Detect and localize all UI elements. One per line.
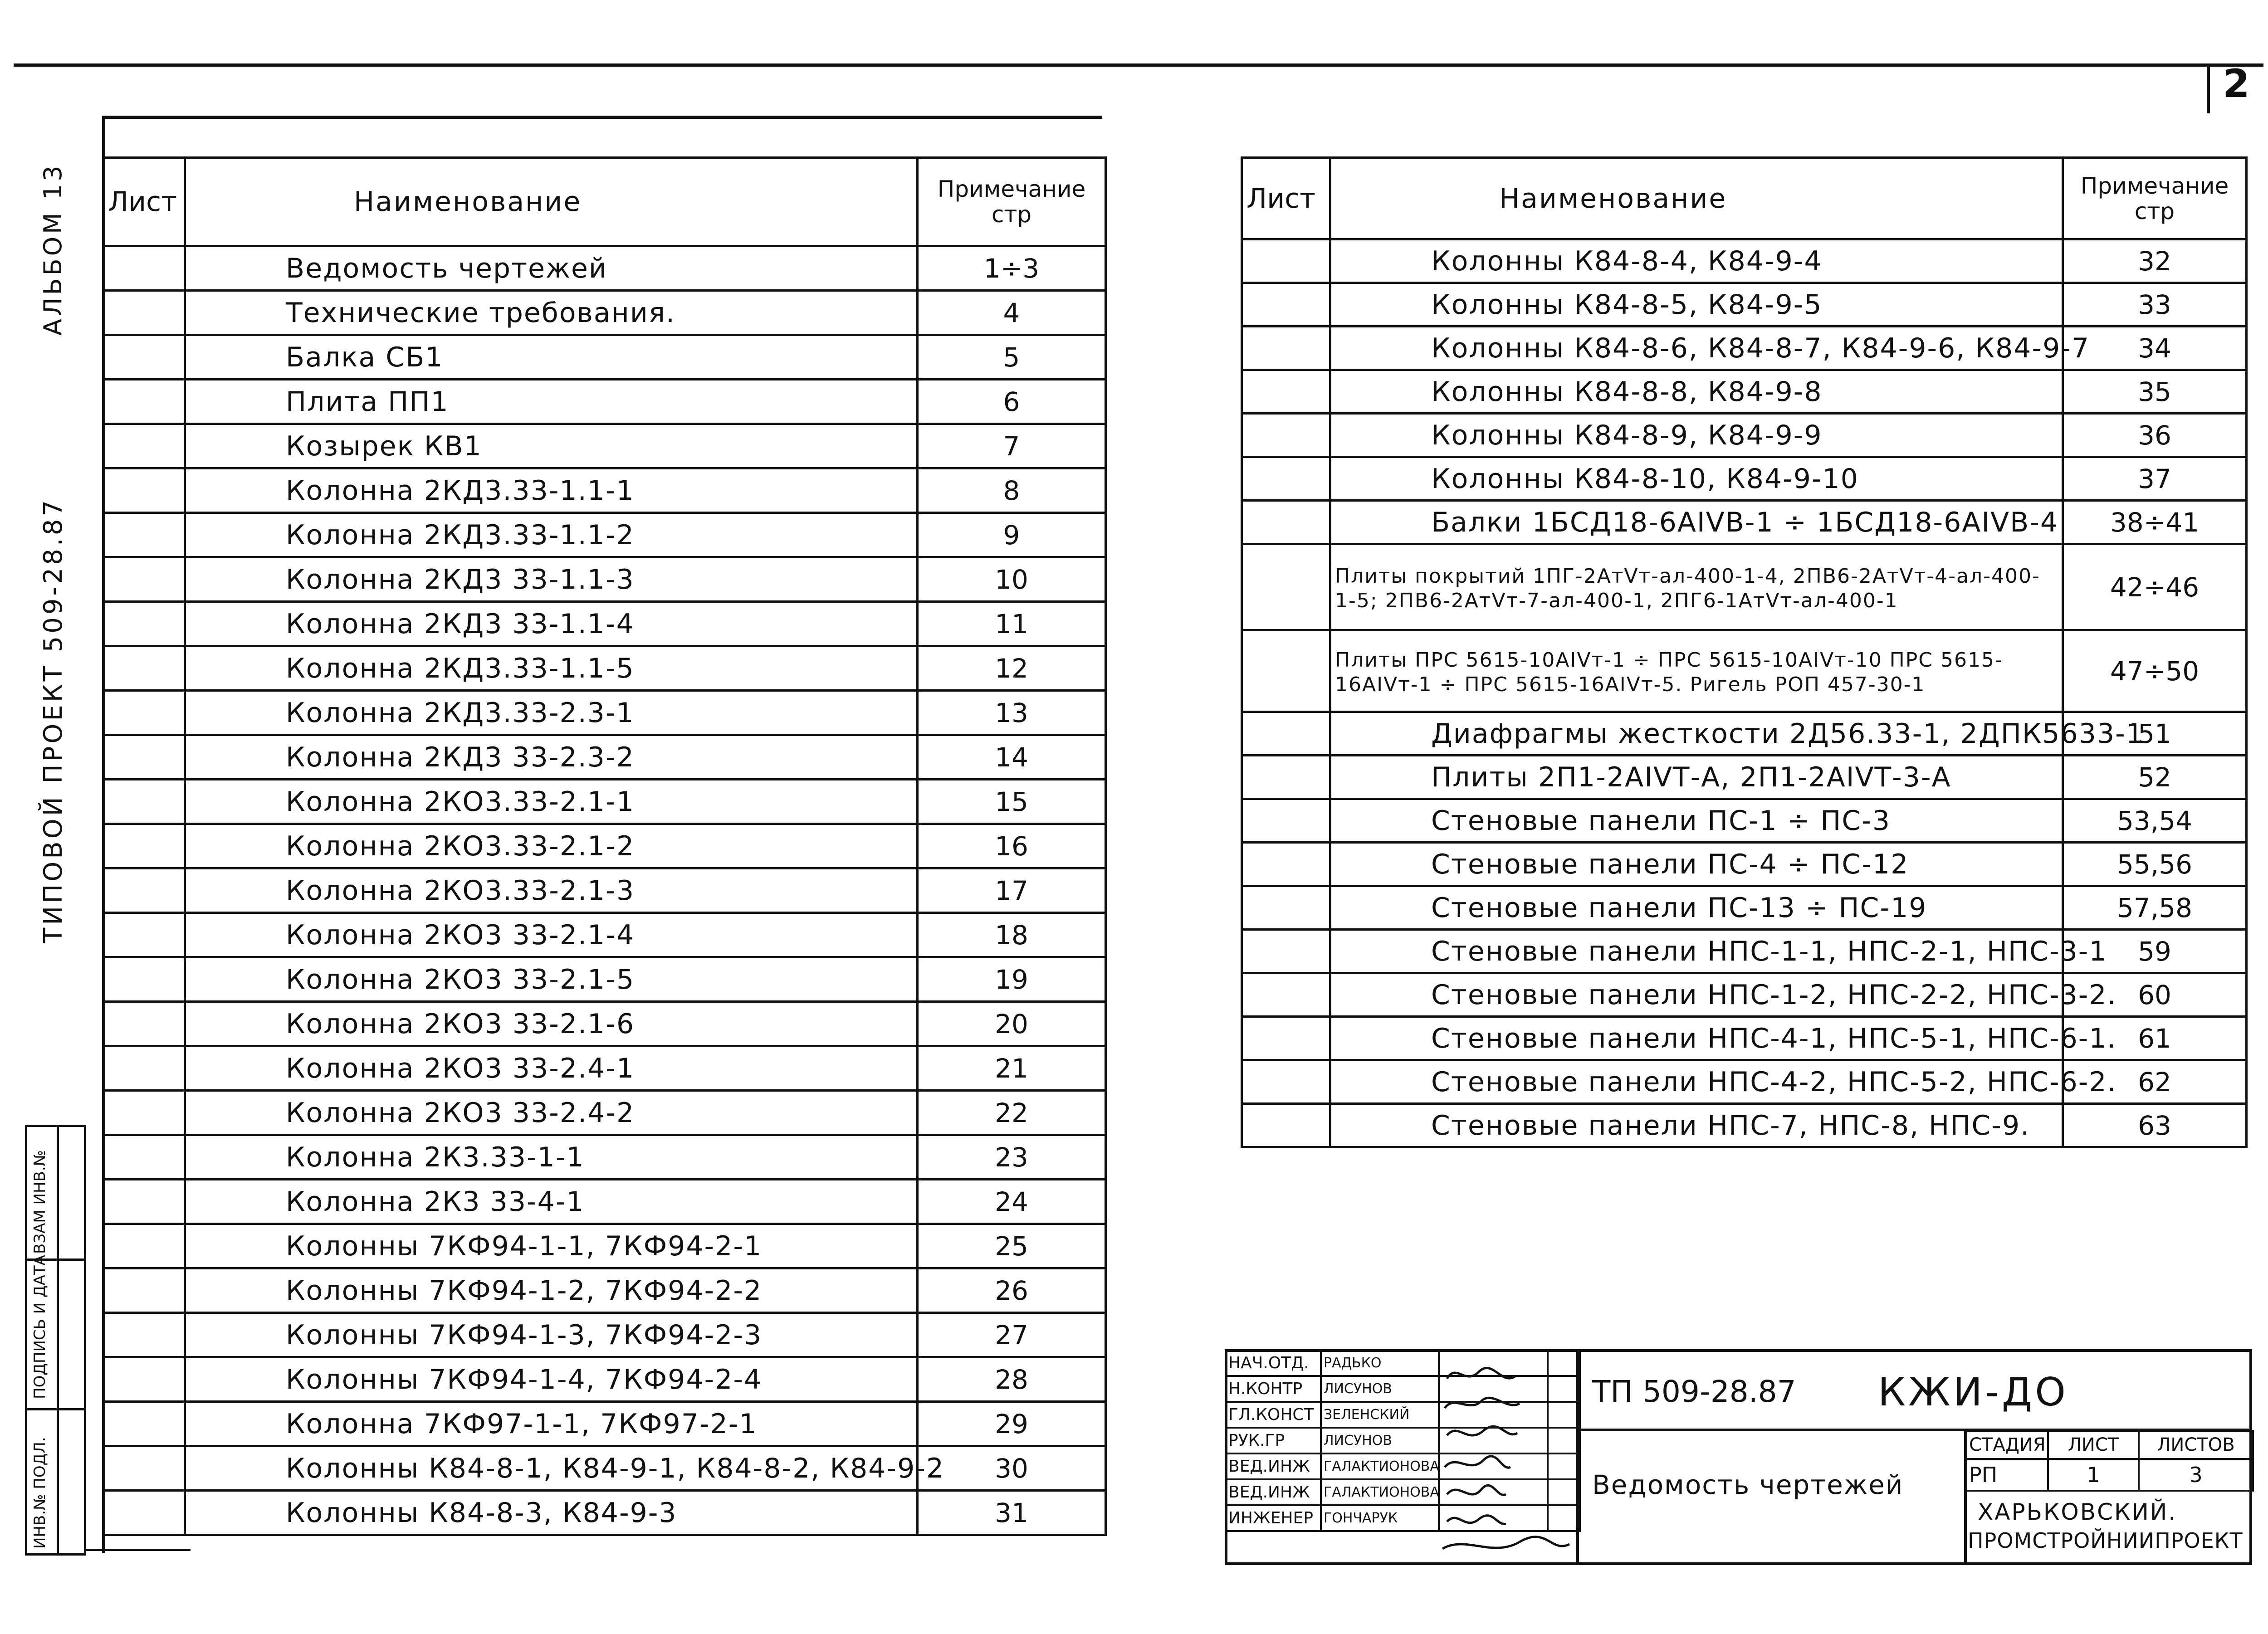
sheet-cell [103,1180,185,1224]
sheet-cell [1242,973,1330,1017]
left-row [103,1180,1106,1224]
page-reference: 17 [918,868,1106,913]
drawing-name: Колонна 2КО3 33-2.1-6 [185,1002,918,1046]
person-name: РАДЬКО [1321,1350,1439,1376]
sheet-cell [1242,544,1330,630]
right-row [1242,327,2247,370]
document-title: Ведомость чертежей [1592,1469,1904,1500]
drawing-name: Стеновые панели ПС-1 ÷ ПС-3 [1330,799,2063,843]
person-name: ЛИСУНОВ [1321,1428,1439,1454]
drawing-name: Колонны К84-8-3, К84-9-3 [185,1491,918,1535]
role-label: ВЕД.ИНЖ [1226,1454,1321,1479]
right-row [1242,843,2247,886]
page-reference: 51 [2063,712,2247,756]
page-reference: 33 [2063,283,2247,327]
header-sheet-right: Лист [1242,158,1330,239]
sheet-value: 1 [2048,1459,2139,1491]
page-reference: 60 [2063,973,2247,1017]
page-reference: 31 [918,1491,1106,1535]
role-label: Н.КОНТР [1226,1376,1321,1402]
sheet-cell [103,246,185,291]
project-label: ТИПОВОЙ ПРОЕКТ 509-28.87 [39,498,68,943]
drawing-name: Колонна 2КО3 33-2.4-2 [185,1091,918,1135]
sheet-cell [103,957,185,1002]
stage-label: СТАДИЯ [1966,1431,2048,1459]
drawing-name: Колонна 2К3 33-4-1 [185,1180,918,1224]
left-row [103,1402,1106,1446]
sheet-cell [103,1135,185,1180]
drawing-name: Колонны 7КФ94-1-4, 7КФ94-2-4 [185,1357,918,1402]
page-reference: 1÷3 [918,246,1106,291]
page-reference: 63 [2063,1104,2247,1147]
side-stamp-replace-label: ВЗАМ ИНВ.№ [31,1150,49,1254]
sheets-value: 3 [2139,1459,2253,1491]
left-row [103,513,1106,557]
drawing-name: Колонны К84-8-10, К84-9-10 [1330,457,2063,501]
page-reference: 34 [2063,327,2247,370]
sheet-cell [103,468,185,513]
drawing-name: Стеновые панели НПС-4-2, НПС-5-2, НПС-6-2. [1330,1060,2063,1104]
drawing-name: Колонна 2КД3 33-1.1-3 [185,557,918,602]
left-row [103,246,1106,291]
drawing-name: Колонна 2КД3 33-1.1-4 [185,602,918,646]
sheet-cell [103,1091,185,1135]
sheet-cell [1242,370,1330,414]
drawing-name: Колонны 7КФ94-1-2, 7КФ94-2-2 [185,1268,918,1313]
page-reference: 28 [918,1357,1106,1402]
left-row [103,824,1106,868]
page-reference: 13 [918,691,1106,735]
page-reference: 15 [918,780,1106,824]
left-row [103,291,1106,335]
left-row [103,646,1106,691]
sheet-cell [1242,630,1330,712]
drawing-name: Стеновые панели НПС-7, НПС-8, НПС-9. [1330,1104,2063,1147]
drawing-name: Технические требования. [185,291,918,335]
page-reference: 29 [918,1402,1106,1446]
sheet-cell [103,557,185,602]
sheet-cell [103,1357,185,1402]
left-row [103,691,1106,735]
page-reference: 55,56 [2063,843,2247,886]
sheet-cell [1242,1060,1330,1104]
sheet-cell [1242,1104,1330,1147]
sheet-cell [103,913,185,957]
sheet-cell [103,291,185,335]
left-drawing-list-table [102,156,1107,1536]
person-name: ЗЕЛЕНСКИЙ [1321,1402,1439,1428]
sheet-cell [103,602,185,646]
role-label: ВЕД.ИНЖ [1226,1479,1321,1505]
right-row [1242,973,2247,1017]
drawing-name: Колонны К84-8-9, К84-9-9 [1330,414,2063,457]
drawing-name: Колонна 2КО3 33-2.1-4 [185,913,918,957]
sheet-cell [1242,712,1330,756]
page-reference: 23 [918,1135,1106,1180]
sheet-cell [103,1446,185,1491]
left-row [103,1002,1106,1046]
right-row [1242,239,2247,283]
organization-line-1: ХАРЬКОВСКИЙ. [1978,1499,2177,1525]
page-reference: 59 [2063,930,2247,973]
sheet-cell [1242,327,1330,370]
person-name: ГАЛАКТИОНОВА [1321,1454,1439,1479]
title-block [1225,1349,2252,1565]
right-row [1242,1060,2247,1104]
drawing-name: Колонна 2КО3.33-2.1-3 [185,868,918,913]
right-row [1242,712,2247,756]
header-note-right: Примечание стр [2063,158,2247,239]
right-row [1242,1104,2247,1147]
page-reference: 12 [918,646,1106,691]
page-reference: 4 [918,291,1106,335]
sheet-cell [1242,501,1330,544]
page-reference: 5 [918,335,1106,380]
drawing-name: Козырек КВ1 [185,424,918,468]
page-reference: 57,58 [2063,886,2247,930]
sheet-cell [103,1313,185,1357]
header-sheet: Лист [103,158,185,246]
page-reference: 7 [918,424,1106,468]
page-reference: 11 [918,602,1106,646]
sheet-cell [103,513,185,557]
left-row [103,1491,1106,1535]
drawing-name: Стеновые панели НПС-1-1, НПС-2-1, НПС-3-1 [1330,930,2063,973]
side-stamp-sign-label: ПОДПИСЬ И ДАТА [31,1255,49,1399]
sheet-cell [103,780,185,824]
drawing-name: Плиты 2П1-2АIVТ-А, 2П1-2АIVТ-3-А [1330,756,2063,799]
page-reference: 53,54 [2063,799,2247,843]
drawing-name: Колонны К84-8-4, К84-9-4 [1330,239,2063,283]
person-name: ГОНЧАРУК [1321,1505,1439,1531]
sheet-cell [103,1491,185,1535]
left-row [103,1357,1106,1402]
page-number-divider [2207,63,2210,113]
role-label: НАЧ.ОТД. [1226,1350,1321,1376]
page-reference: 47÷50 [2063,630,2247,712]
sheet-cell [1242,756,1330,799]
drawing-name: Балка СБ1 [185,335,918,380]
drawing-name: Стеновые панели НПС-4-1, НПС-5-1, НПС-6-1. [1330,1017,2063,1060]
drawing-name: Колонна 2КД3 33-2.3-2 [185,735,918,780]
sheet-cell [103,1224,185,1268]
drawing-name: Колонна 2КО3 33-2.1-5 [185,957,918,1002]
header-name-right: Наименование [1330,158,2063,239]
left-row [103,424,1106,468]
person-name: ЛИСУНОВ [1321,1376,1439,1402]
sheet-cell [1242,414,1330,457]
page-reference: 18 [918,913,1106,957]
drawing-name: Колонны К84-8-1, К84-9-1, К84-8-2, К84-9-2 [185,1446,918,1491]
page-reference: 25 [918,1224,1106,1268]
top-border-line [14,63,2263,67]
page-reference: 8 [918,468,1106,513]
drawing-name: Колонны К84-8-6, К84-8-7, К84-9-6, К84-9-7 [1330,327,2063,370]
page-reference: 9 [918,513,1106,557]
signatures [1438,1358,1574,1558]
drawing-name: Колонна 7КФ97-1-1, 7КФ97-2-1 [185,1402,918,1446]
page-reference: 61 [2063,1017,2247,1060]
sheet-cell [103,1046,185,1091]
side-stamp-inv-label: ИНВ.№ ПОДЛ. [31,1437,49,1549]
drawing-name: Колонны К84-8-5, К84-9-5 [1330,283,2063,327]
stage-value: РП [1966,1459,2048,1491]
page-reference: 32 [2063,239,2247,283]
page-reference: 26 [918,1268,1106,1313]
drawing-name: Колонна 2КО3 33-2.4-1 [185,1046,918,1091]
sheet-cell [1242,283,1330,327]
page-reference: 24 [918,1180,1106,1224]
sheet-cell [103,380,185,424]
person-name: ГАЛАКТИОНОВА [1321,1479,1439,1505]
right-row [1242,457,2247,501]
drawing-name: Колонна 2КД3.33-1.1-5 [185,646,918,691]
left-row [103,1268,1106,1313]
right-row [1242,630,2247,712]
page-number: 2 [2223,61,2250,107]
role-label: ГЛ.КОНСТ [1226,1402,1321,1428]
right-row [1242,886,2247,930]
left-row [103,468,1106,513]
right-row [1242,756,2247,799]
left-row [103,1135,1106,1180]
sheet-label: ЛИСТ [2048,1431,2139,1459]
left-row [103,1446,1106,1491]
sheet-cell [103,1002,185,1046]
drawing-name: Диафрагмы жесткости 2Д56.33-1, 2ДПК5633-1 [1330,712,2063,756]
side-stamp [25,1125,86,1556]
sheet-cell [1242,457,1330,501]
left-row [103,1046,1106,1091]
drawing-name: Плита ПП1 [185,380,918,424]
right-row [1242,501,2247,544]
page-reference: 52 [2063,756,2247,799]
drawing-name: Плиты покрытий 1ПГ-2АтVт-ал-400-1-4, 2ПВ6-2АтVт-4-ал-400-1-5; 2ПВ6-2АтVт-7-ал-400-1, 2ПГ6-1АтVт-ал-400-1 [1330,544,2063,630]
sheet-cell [103,424,185,468]
left-row [103,1224,1106,1268]
page-reference: 22 [918,1091,1106,1135]
sheet-cell [103,1268,185,1313]
sheet-cell [103,1402,185,1446]
page-reference: 6 [918,380,1106,424]
left-frame-bottom [86,1549,191,1551]
header-name: Наименование [185,158,918,246]
left-row [103,380,1106,424]
left-row [103,335,1106,380]
page-reference: 42÷46 [2063,544,2247,630]
document-code: КЖИ-ДО [1878,1370,2068,1415]
page-reference: 38÷41 [2063,501,2247,544]
drawing-name: Колонна 2КО3.33-2.1-2 [185,824,918,868]
sheet-cell [1242,1017,1330,1060]
drawing-name: Стеновые панели ПС-4 ÷ ПС-12 [1330,843,2063,886]
page-reference: 16 [918,824,1106,868]
left-row [103,1313,1106,1357]
stage-sheet-table [1965,1430,2254,1492]
drawing-name: Колонна 2КД3.33-1.1-1 [185,468,918,513]
sheet-cell [103,735,185,780]
page-reference: 14 [918,735,1106,780]
page-reference: 36 [2063,414,2247,457]
sheet-cell [103,335,185,380]
page-reference: 10 [918,557,1106,602]
drawing-name: Колонны 7КФ94-1-1, 7КФ94-2-1 [185,1224,918,1268]
right-row [1242,283,2247,327]
left-row [103,602,1106,646]
sheet-cell [103,824,185,868]
page-reference: 19 [918,957,1106,1002]
sheet-cell [1242,843,1330,886]
left-row [103,868,1106,913]
drawing-name: Колонна 2КД3.33-1.1-2 [185,513,918,557]
right-row [1242,370,2247,414]
right-row [1242,799,2247,843]
drawing-name: Стеновые панели НПС-1-2, НПС-2-2, НПС-3-2. [1330,973,2063,1017]
right-row [1242,1017,2247,1060]
album-label: АЛЬБОМ 13 [39,163,67,336]
role-label: ИНЖЕНЕР [1226,1505,1321,1531]
right-row [1242,930,2247,973]
left-row [103,957,1106,1002]
page-reference: 21 [918,1046,1106,1091]
sheet-cell [103,646,185,691]
right-row [1242,414,2247,457]
drawing-name: Стеновые панели ПС-13 ÷ ПС-19 [1330,886,2063,930]
left-row [103,780,1106,824]
sheet-cell [103,691,185,735]
drawing-name: Колонны 7КФ94-1-3, 7КФ94-2-3 [185,1313,918,1357]
right-drawing-list-table [1241,156,2248,1148]
drawing-name: Ведомость чертежей [185,246,918,291]
drawing-name: Колонны К84-8-8, К84-9-8 [1330,370,2063,414]
page-reference: 37 [2063,457,2247,501]
organization-line-2: ПРОМСТРОЙНИИПРОЕКТ [1968,1528,2243,1553]
page-reference: 27 [918,1313,1106,1357]
left-row [103,1091,1106,1135]
page-reference: 30 [918,1446,1106,1491]
sheets-label: ЛИСТОВ [2139,1431,2253,1459]
drawing-name: Балки 1БСД18-6АIVВ-1 ÷ 1БСД18-6АIVВ-4 [1330,501,2063,544]
header-note: Примечание стр [918,158,1106,246]
sheet-cell [1242,239,1330,283]
role-label: РУК.ГР [1226,1428,1321,1454]
page-reference: 20 [918,1002,1106,1046]
page-reference: 35 [2063,370,2247,414]
page-reference: 62 [2063,1060,2247,1104]
sheet-cell [1242,799,1330,843]
left-row [103,557,1106,602]
sheet-cell [1242,886,1330,930]
left-row [103,735,1106,780]
drawing-name: Колонна 2К3.33-1-1 [185,1135,918,1180]
drawing-name: Колонна 2КО3.33-2.1-1 [185,780,918,824]
drawing-name: Колонна 2КД3.33-2.3-1 [185,691,918,735]
sheet-cell [1242,930,1330,973]
drawing-name: Плиты ПРС 5615-10АIVт-1 ÷ ПРС 5615-10АIVт-10 ПРС 5615-16АIVт-1 ÷ ПРС 5615-16АIVт-5. Ригель РОП 457-30-1 [1330,630,2063,712]
sheet-cell [103,868,185,913]
project-code: ТП 509-28.87 [1592,1374,1796,1409]
left-row [103,913,1106,957]
right-row [1242,544,2247,630]
